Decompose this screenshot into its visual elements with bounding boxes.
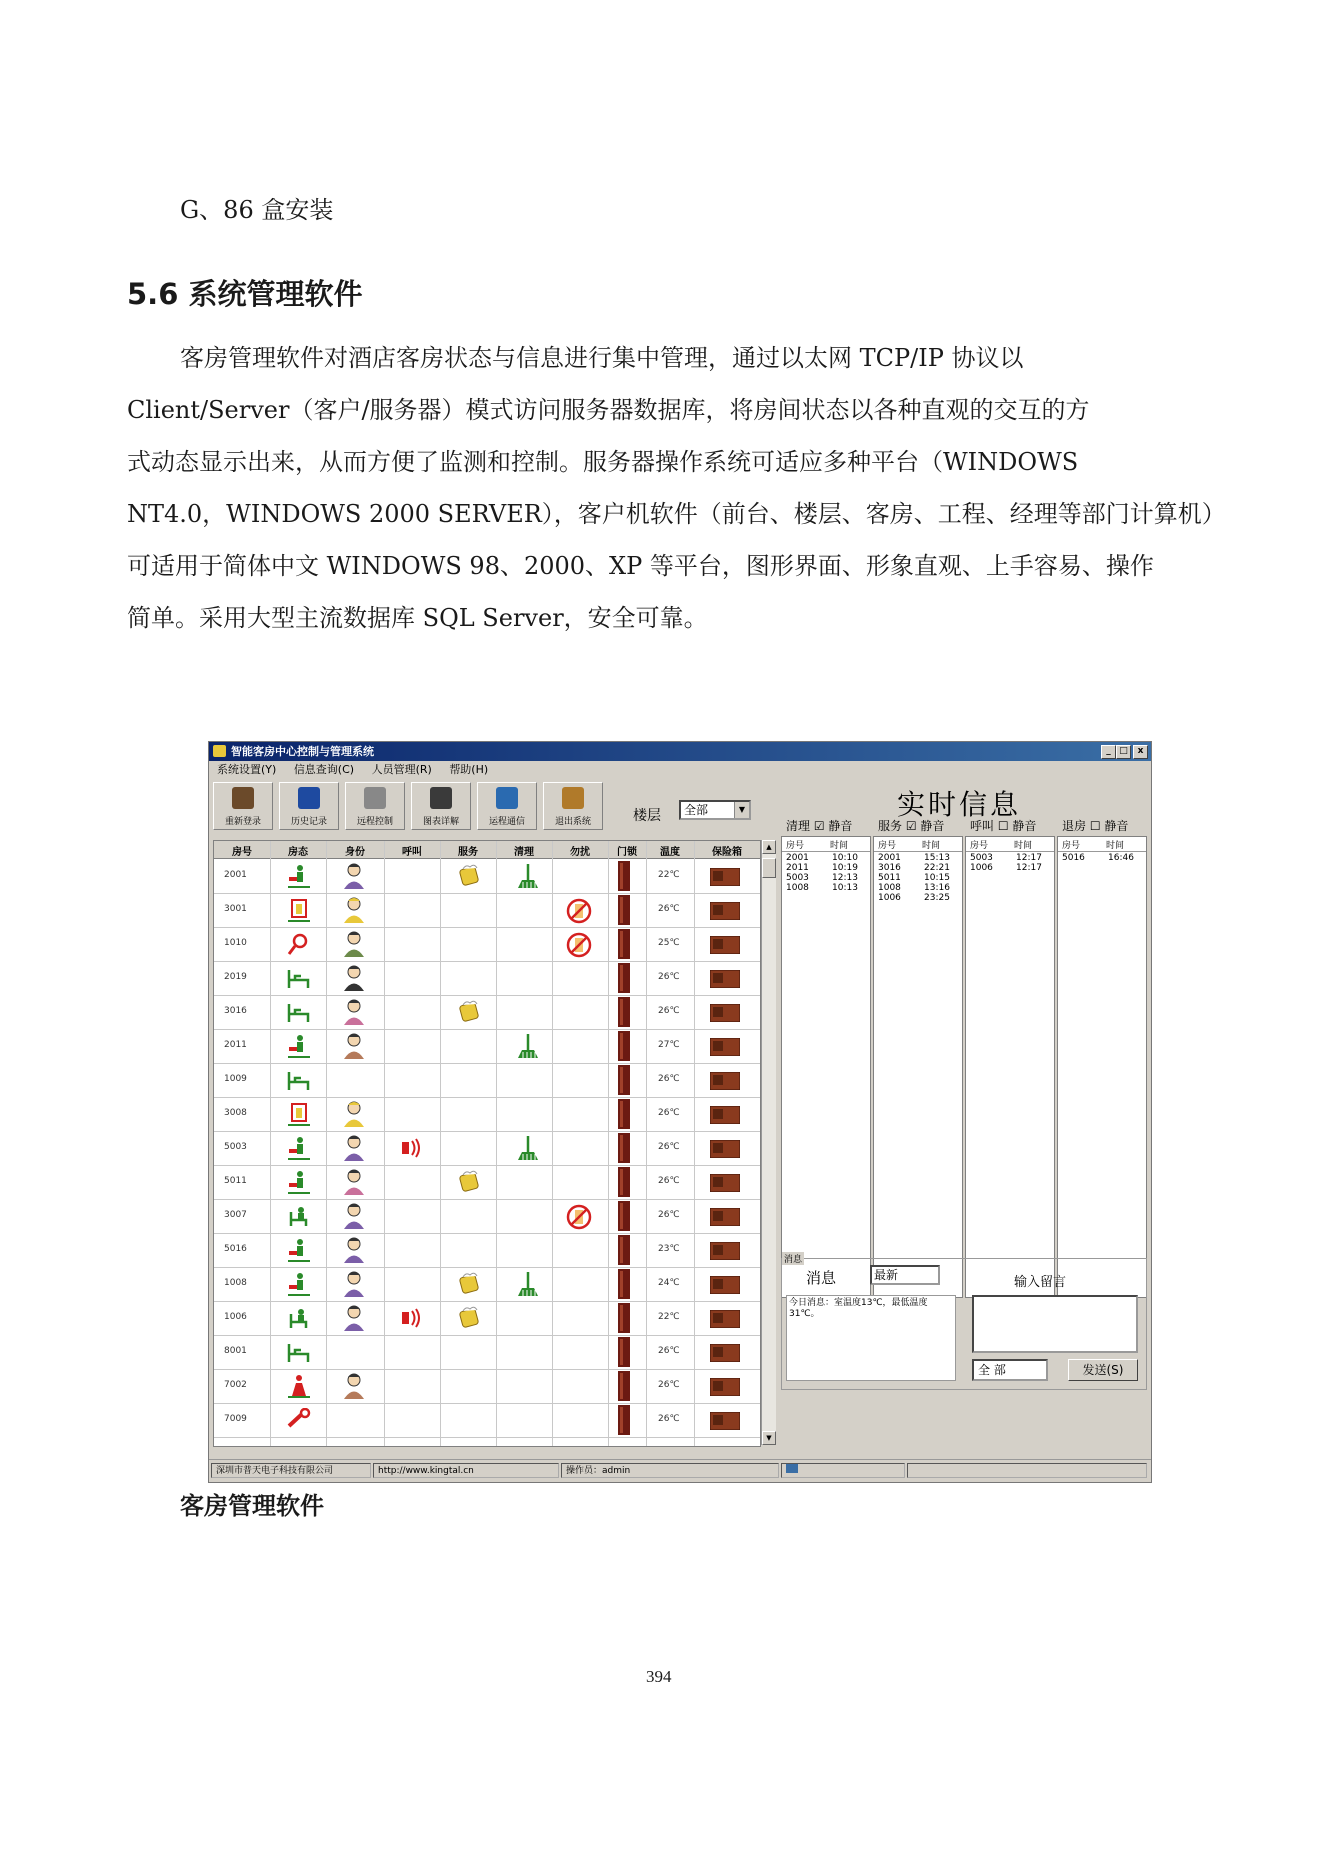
menu-bar — [209, 761, 1151, 779]
entry-room: 1008 — [786, 883, 809, 893]
room-number: 2011 — [224, 1040, 247, 1050]
tool-button-5[interactable] — [477, 782, 537, 830]
realtime-list-1[interactable] — [781, 819, 871, 1298]
send-button[interactable]: 发送(S) — [1068, 1359, 1138, 1381]
room-temperature: 26℃ — [658, 1176, 680, 1186]
room-temperature: 26℃ — [658, 1346, 680, 1356]
room-row[interactable] — [214, 1131, 760, 1166]
room-temperature: 26℃ — [658, 1414, 680, 1424]
realtime-title: 实时信息 — [897, 788, 1022, 821]
tool-icon-2 — [298, 787, 320, 809]
realtime-entry[interactable] — [782, 883, 870, 893]
door-lock-icon — [618, 1031, 630, 1061]
scroll-down-icon[interactable]: ▼ — [762, 1431, 776, 1445]
broom-icon — [514, 862, 542, 890]
safe-box-icon — [710, 970, 740, 988]
column-header[interactable]: 呼叫 — [402, 847, 422, 858]
realtime-list-header — [874, 837, 962, 852]
realtime-list-3[interactable] — [965, 819, 1055, 1298]
vacant-bed-icon — [286, 1340, 312, 1365]
person-guest-icon — [342, 1236, 366, 1264]
realtime-entry[interactable] — [782, 863, 870, 873]
maid-icon — [286, 1102, 312, 1127]
message-group — [781, 1255, 1147, 1390]
room-row[interactable] — [214, 1369, 760, 1404]
app-window-screenshot — [208, 741, 1152, 1483]
occupied-icon — [286, 1238, 312, 1263]
room-number: 5011 — [224, 1176, 247, 1186]
entry-room: 1006 — [878, 893, 901, 903]
menu-help[interactable]: 帮助(H) — [449, 763, 489, 776]
realtime-list-title[interactable]: 服务 ☑ 静音 — [878, 819, 945, 833]
leave-message-input[interactable] — [972, 1295, 1138, 1353]
entry-room: 3016 — [878, 863, 901, 873]
realtime-entry[interactable] — [874, 873, 962, 883]
tool-icon-1 — [232, 787, 254, 809]
chevron-down-icon[interactable]: ▼ — [734, 802, 749, 818]
room-number: 1010 — [224, 938, 247, 948]
room-row[interactable] — [214, 1335, 760, 1370]
person-guest-icon — [342, 862, 366, 890]
room-status-grid — [213, 840, 761, 1447]
room-row[interactable] — [214, 859, 760, 894]
room-row[interactable] — [214, 1063, 760, 1098]
person-lady-icon — [342, 998, 366, 1026]
tool-button-2[interactable] — [279, 782, 339, 830]
section-heading: 5.6 系统管理软件 — [127, 277, 363, 311]
column-header[interactable]: 服务 — [458, 847, 478, 858]
realtime-entry[interactable] — [874, 863, 962, 873]
room-row[interactable] — [214, 1029, 760, 1064]
room-temperature: 27℃ — [658, 1040, 680, 1050]
room-number: 3001 — [224, 904, 247, 914]
room-temperature: 26℃ — [658, 1074, 680, 1084]
title-bar — [209, 742, 1151, 761]
page-number: 394 — [646, 1667, 672, 1686]
entry-time: 15:13 — [924, 853, 950, 863]
occupied-icon — [286, 1272, 312, 1297]
service-tray-icon — [458, 1169, 482, 1195]
grid-header — [214, 841, 760, 859]
safe-box-icon — [710, 1004, 740, 1022]
service-tray-icon — [458, 1271, 482, 1297]
door-lock-icon — [618, 1371, 630, 1401]
column-room: 房号 — [1062, 841, 1081, 851]
person-worker-icon — [342, 1100, 366, 1128]
safe-box-icon — [710, 1174, 740, 1192]
person-worker-icon — [342, 896, 366, 924]
safe-box-icon — [710, 1106, 740, 1124]
close-icon[interactable]: x — [1133, 745, 1148, 759]
door-lock-icon — [618, 1303, 630, 1333]
realtime-panel — [779, 780, 1147, 1442]
entry-time: 10:13 — [832, 883, 858, 893]
room-number: 7009 — [224, 1414, 247, 1424]
column-header[interactable]: 门锁 — [617, 847, 637, 858]
room-number: 1008 — [224, 1278, 247, 1288]
door-lock-icon — [618, 861, 630, 891]
room-number: 3007 — [224, 1210, 247, 1220]
entry-room: 2001 — [786, 853, 809, 863]
person-guest-icon — [342, 1304, 366, 1332]
room-temperature: 26℃ — [658, 1380, 680, 1390]
room-temperature: 22℃ — [658, 1312, 680, 1322]
column-header[interactable]: 房态 — [288, 847, 308, 858]
person-girl-icon — [342, 1032, 366, 1060]
body-line-3: 式动态显示出来，从而方便了监测和控制。服务器操作系统可适应多种平台（WINDOWS — [127, 448, 1079, 476]
repair-icon — [286, 1374, 312, 1399]
door-lock-icon — [618, 1133, 630, 1163]
person-guest-icon — [342, 1270, 366, 1298]
tool-icon-5 — [496, 787, 518, 809]
person-guest-icon — [342, 1202, 366, 1230]
room-number: 2001 — [224, 870, 247, 880]
tool-label: 重新登录 — [224, 817, 261, 827]
safe-box-icon — [710, 1208, 740, 1226]
vacant-bed-icon — [286, 1068, 312, 1093]
realtime-list-2[interactable] — [873, 819, 963, 1298]
safe-box-icon — [710, 1344, 740, 1362]
room-temperature: 26℃ — [658, 972, 680, 982]
entry-time: 13:16 — [924, 883, 950, 893]
occupied-icon — [286, 864, 312, 889]
safe-box-icon — [710, 1276, 740, 1294]
column-header[interactable]: 勿扰 — [570, 847, 590, 858]
column-room: 房号 — [786, 841, 805, 851]
status-bar — [209, 1459, 1151, 1482]
safe-box-icon — [710, 868, 740, 886]
room-row[interactable] — [214, 1267, 760, 1302]
para-g: G、86 盒安装 — [180, 196, 334, 224]
entry-room: 5003 — [970, 853, 993, 863]
app-icon — [213, 745, 226, 757]
column-header[interactable]: 保险箱 — [712, 847, 742, 858]
do-not-disturb-icon — [566, 932, 592, 958]
window-title: 智能客房中心控制与管理系统 — [231, 745, 374, 758]
door-lock-icon — [618, 1405, 630, 1435]
room-temperature: 26℃ — [658, 1006, 680, 1016]
grid-scrollbar[interactable] — [761, 840, 776, 1445]
room-number: 3016 — [224, 1006, 247, 1016]
tool-label: 图表详解 — [422, 817, 459, 827]
service-tray-icon — [458, 999, 482, 1025]
figure-caption: 客房管理软件 — [180, 1491, 324, 1520]
door-lock-icon — [618, 997, 630, 1027]
entry-room: 1008 — [878, 883, 901, 893]
door-lock-icon — [618, 1201, 630, 1231]
tool-label: 退出系统 — [554, 817, 591, 827]
room-row[interactable] — [214, 1165, 760, 1200]
column-room: 房号 — [970, 841, 989, 851]
menu-query[interactable]: 信息查询(C) — [293, 763, 355, 776]
entry-room: 2001 — [878, 853, 901, 863]
realtime-entry[interactable] — [966, 853, 1054, 863]
realtime-list-title[interactable]: 退房 ☐ 静音 — [1062, 819, 1129, 833]
tool-label: 远程控制 — [356, 817, 393, 827]
safe-box-icon — [710, 902, 740, 920]
room-temperature: 25℃ — [658, 938, 680, 948]
realtime-list-header — [1058, 837, 1146, 852]
safe-box-icon — [710, 1072, 740, 1090]
entry-time: 10:10 — [832, 853, 858, 863]
person-staff-icon — [342, 930, 366, 958]
message-filter-select[interactable] — [870, 1265, 940, 1285]
door-lock-icon — [618, 1099, 630, 1129]
room-row[interactable] — [214, 961, 760, 996]
room-number: 3008 — [224, 1108, 247, 1118]
vacant-chair-icon — [286, 1204, 312, 1229]
tool-label: 历史记录 — [290, 817, 327, 827]
status-empty — [907, 1463, 1147, 1478]
occupied-icon — [286, 1034, 312, 1059]
room-row[interactable] — [214, 893, 760, 928]
entry-room: 5011 — [878, 873, 901, 883]
floor-value: 全部 — [684, 803, 709, 817]
call-icon — [400, 1137, 424, 1159]
room-temperature: 26℃ — [658, 1210, 680, 1220]
message-filter-value: 最新 — [874, 1268, 899, 1282]
entry-time: 10:19 — [832, 863, 858, 873]
entry-time: 12:17 — [1016, 863, 1042, 873]
column-header[interactable]: 身份 — [345, 847, 365, 858]
column-header[interactable]: 房号 — [232, 847, 252, 858]
realtime-list-header — [782, 837, 870, 852]
status-url: http://www.kingtal.cn — [373, 1463, 559, 1478]
room-temperature: 23℃ — [658, 1244, 680, 1254]
message-title: 消息 — [806, 1269, 837, 1287]
wrench-icon — [286, 1408, 312, 1433]
broom-icon — [514, 1270, 542, 1298]
room-row[interactable] — [214, 927, 760, 962]
body-line-6: 简单。采用大型主流数据库 SQL Server，安全可靠。 — [127, 604, 708, 632]
safe-box-icon — [710, 1378, 740, 1396]
scroll-thumb[interactable] — [762, 858, 776, 878]
room-number: 1006 — [224, 1312, 247, 1322]
vacant-chair-icon — [286, 1306, 312, 1331]
entry-time: 12:13 — [832, 873, 858, 883]
tool-button-4[interactable] — [411, 782, 471, 830]
entry-time: 23:25 — [924, 893, 950, 903]
column-header[interactable]: 温度 — [660, 847, 680, 858]
realtime-entry[interactable] — [874, 893, 962, 903]
safe-box-icon — [710, 1038, 740, 1056]
room-number: 2019 — [224, 972, 247, 982]
inspect-icon — [286, 932, 312, 957]
room-temperature: 24℃ — [658, 1278, 680, 1288]
column-header[interactable]: 清理 — [514, 847, 534, 858]
room-number: 7002 — [224, 1380, 247, 1390]
safe-box-icon — [710, 1310, 740, 1328]
entry-time: 22:21 — [924, 863, 950, 873]
room-row[interactable] — [214, 1403, 760, 1438]
network-icon — [786, 1464, 798, 1473]
body-line-2: Client/Server（客户/服务器）模式访问服务器数据库，将房间状态以各种直观的交互的方 — [127, 396, 1090, 424]
person-girl-icon — [342, 1372, 366, 1400]
entry-room: 2011 — [786, 863, 809, 873]
room-temperature: 26℃ — [658, 1108, 680, 1118]
tool-icon-4 — [430, 787, 452, 809]
tool-button-3[interactable] — [345, 782, 405, 830]
column-time: 时间 — [922, 841, 941, 851]
menu-system[interactable]: 系统设置(Y) — [217, 763, 277, 776]
tool-button-6[interactable] — [543, 782, 603, 830]
broom-icon — [514, 1134, 542, 1162]
room-row[interactable] — [214, 1199, 760, 1234]
entry-time: 12:17 — [1016, 853, 1042, 863]
safe-box-icon — [710, 1242, 740, 1260]
service-tray-icon — [458, 863, 482, 889]
person-guest-icon — [342, 1134, 366, 1162]
realtime-entry[interactable] — [1058, 853, 1146, 863]
realtime-entry[interactable] — [874, 883, 962, 893]
column-time: 时间 — [1014, 841, 1033, 851]
realtime-list-title[interactable]: 呼叫 ☐ 静音 — [970, 819, 1037, 833]
room-number: 1009 — [224, 1074, 247, 1084]
do-not-disturb-icon — [566, 1204, 592, 1230]
entry-room: 5003 — [786, 873, 809, 883]
realtime-entry[interactable] — [782, 873, 870, 883]
floor-select[interactable] — [679, 800, 751, 820]
realtime-entry[interactable] — [782, 853, 870, 863]
realtime-entry[interactable] — [874, 853, 962, 863]
realtime-list-title[interactable]: 清理 ☑ 静音 — [786, 819, 853, 833]
room-number: 5003 — [224, 1142, 247, 1152]
body-line-1: 客房管理软件对酒店客房状态与信息进行集中管理，通过以太网 TCP/IP 协议以 — [180, 344, 1024, 372]
column-room: 房号 — [878, 841, 897, 851]
body-line-4: NT4.0，WINDOWS 2000 SERVER），客户机软件（前台、楼层、客房、工程、经理等部门计算机） — [127, 500, 1226, 528]
broom-icon — [514, 1032, 542, 1060]
realtime-entry[interactable] — [966, 863, 1054, 873]
column-time: 时间 — [1106, 841, 1125, 851]
room-row[interactable] — [214, 995, 760, 1030]
scroll-up-icon[interactable]: ▲ — [762, 840, 776, 854]
entry-room: 5016 — [1062, 853, 1085, 863]
maid-icon — [286, 898, 312, 923]
room-row[interactable] — [214, 1233, 760, 1268]
floor-label: 楼层 — [633, 808, 661, 824]
realtime-list-4[interactable] — [1057, 819, 1147, 1298]
do-not-disturb-icon — [566, 898, 592, 924]
tool-icon-3 — [364, 787, 386, 809]
door-lock-icon — [618, 895, 630, 925]
tool-icon-6 — [562, 787, 584, 809]
door-lock-icon — [618, 1065, 630, 1095]
room-number: 5016 — [224, 1244, 247, 1254]
recipient-select[interactable] — [972, 1359, 1048, 1381]
room-row[interactable] — [214, 1097, 760, 1132]
door-lock-icon — [618, 1269, 630, 1299]
door-lock-icon — [618, 1167, 630, 1197]
door-lock-icon — [618, 1337, 630, 1367]
room-row[interactable] — [214, 1301, 760, 1336]
recipient-value: 全 部 — [978, 1363, 1006, 1377]
column-time: 时间 — [830, 841, 849, 851]
door-lock-icon — [618, 929, 630, 959]
minimize-icon[interactable]: _ — [1101, 745, 1116, 759]
room-number: 8001 — [224, 1346, 247, 1356]
person-lady-icon — [342, 1168, 366, 1196]
service-tray-icon — [458, 1305, 482, 1331]
vacant-bed-icon — [286, 1000, 312, 1025]
room-temperature: 26℃ — [658, 904, 680, 914]
leave-message-title: 输入留言 — [1014, 1275, 1067, 1290]
entry-time: 10:15 — [924, 873, 950, 883]
maximize-icon[interactable]: □ — [1116, 745, 1131, 759]
safe-box-icon — [710, 936, 740, 954]
vacant-bed-icon — [286, 966, 312, 991]
message-text: 今日消息：室温度13℃，最低温度31℃。 — [786, 1295, 956, 1381]
call-icon — [400, 1307, 424, 1329]
tool-label: 运程通信 — [488, 817, 525, 827]
person-dark-icon — [342, 964, 366, 992]
safe-box-icon — [710, 1140, 740, 1158]
tool-button-1[interactable] — [213, 782, 273, 830]
status-operator: 操作员：admin — [561, 1463, 779, 1478]
occupied-icon — [286, 1136, 312, 1161]
message-group-label: 消息 — [782, 1252, 804, 1265]
door-lock-icon — [618, 963, 630, 993]
entry-time: 16:46 — [1108, 853, 1134, 863]
realtime-list-header — [966, 837, 1054, 852]
occupied-icon — [286, 1170, 312, 1195]
entry-room: 1006 — [970, 863, 993, 873]
door-lock-icon — [618, 1235, 630, 1265]
menu-personnel[interactable]: 人员管理(R) — [371, 763, 432, 776]
status-company: 深圳市普天电子科技有限公司 — [211, 1463, 371, 1478]
status-network — [781, 1463, 905, 1478]
body-line-5: 可适用于简体中文 WINDOWS 98、2000、XP 等平台，图形界面、形象直观、上手容易、操作 — [127, 552, 1154, 580]
room-temperature: 26℃ — [658, 1142, 680, 1152]
safe-box-icon — [710, 1412, 740, 1430]
room-temperature: 22℃ — [658, 870, 680, 880]
